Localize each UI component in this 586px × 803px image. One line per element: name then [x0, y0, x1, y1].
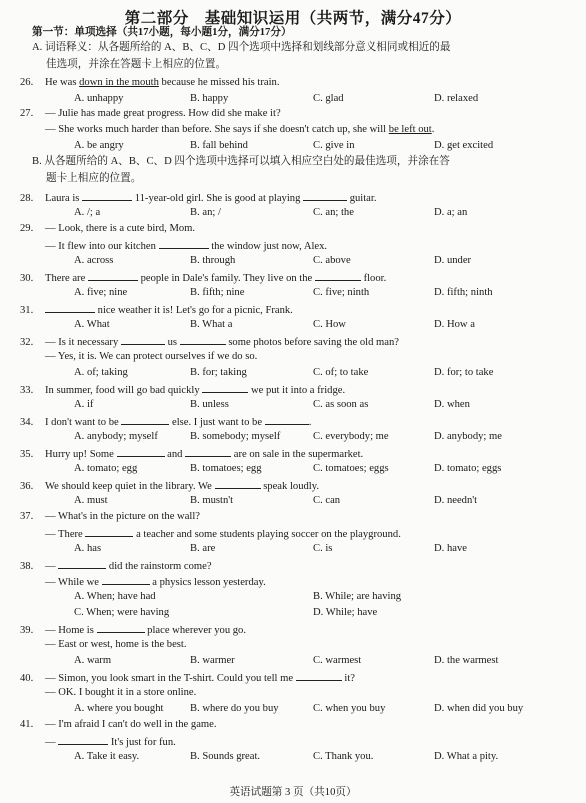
option-d: D. get excited — [434, 140, 494, 151]
option-d: D. when — [434, 399, 470, 410]
question-39-answer: — East or west, home is the best. — [45, 639, 187, 650]
option-a: A. if — [74, 399, 94, 410]
option-a: A. What — [74, 319, 110, 330]
option-b: B. somebody; myself — [190, 431, 281, 442]
option-a: A. must — [74, 495, 108, 506]
option-b: B. What a — [190, 319, 233, 330]
option-a: A. anybody; myself — [74, 431, 158, 442]
option-d: D. What a pity. — [434, 751, 499, 762]
option-d: D. the warmest — [434, 655, 499, 666]
question-40-answer: — OK. I bought it in a store online. — [45, 687, 197, 698]
option-a: A. be angry — [74, 140, 124, 151]
option-c: C. when you buy — [313, 703, 386, 714]
option-c: C. above — [313, 255, 351, 266]
option-c: C. give in — [313, 140, 355, 151]
option-c: C. is — [313, 543, 333, 554]
question-37: 37. — What's in the picture on the wall? — [20, 511, 200, 522]
question-38-answer: — While we a physics lesson yesterday. — [45, 574, 266, 589]
option-a: A. When; have had — [74, 591, 156, 602]
question-31: 31. nice weather it is! Let's go for a picnic, Frank. — [20, 302, 293, 317]
option-b: B. are — [190, 543, 216, 554]
option-d: D. under — [434, 255, 472, 266]
part-a-instruction-line1: A. 词语释义：从各题所给的 A、B、C、D 四个选项中选择和划线部分意义相同或相近的最 — [32, 42, 451, 53]
answer-blank — [180, 334, 226, 345]
option-d: D. have — [434, 543, 467, 554]
option-b: B. mustn't — [190, 495, 234, 506]
underlined-phrase: down in the mouth — [79, 77, 159, 88]
question-30: 30. There are people in Dale's family. They live on the floor. — [20, 270, 386, 285]
option-c: C. as soon as — [313, 399, 369, 410]
answer-blank — [97, 622, 145, 633]
option-c: C. an; the — [313, 207, 354, 218]
answer-blank — [58, 734, 108, 745]
option-c: C. tomatoes; eggs — [313, 463, 389, 474]
option-c: C. everybody; me — [313, 431, 389, 442]
answer-blank — [117, 446, 165, 457]
question-41-answer: — It's just for fun. — [45, 734, 176, 749]
answer-blank — [82, 190, 132, 201]
answer-blank — [185, 446, 231, 457]
option-c: C. can — [313, 495, 341, 506]
option-d: D. when did you buy — [434, 703, 524, 714]
option-b: B. an; / — [190, 207, 221, 218]
option-c: C. of; to take — [313, 367, 369, 378]
option-a: A. tomato; egg — [74, 463, 138, 474]
option-c: C. warmest — [313, 655, 362, 666]
question-37-answer: — There a teacher and some students playing soccer on the playground. — [45, 526, 401, 541]
question-41: 41. — I'm afraid I can't do well in the game. — [20, 719, 217, 730]
question-35: 35. Hurry up! Some and are on sale in the supermarket. — [20, 446, 363, 461]
question-32: 32. — Is it necessary us some photos before saving the old man? — [20, 334, 399, 349]
option-c: C. glad — [313, 93, 344, 104]
part-b-instruction-line1: B. 从各题所给的 A、B、C、D 四个选项中选择可以填入相应空白处的最佳选项，并涂在答 — [32, 156, 450, 167]
answer-blank — [85, 526, 133, 537]
question-28: 28. Laura is 11-year-old girl. She is good at playing guitar. — [20, 190, 376, 205]
question-40: 40. — Simon, you look smart in the T-shirt. Could you tell me it? — [20, 670, 355, 685]
answer-blank — [159, 238, 209, 249]
question-34: 34. I don't want to be else. I just want to be . — [20, 414, 311, 429]
option-a: A. warm — [74, 655, 112, 666]
question-29: 29. — Look, there is a cute bird, Mom. — [20, 223, 196, 234]
question-29-answer: — It flew into our kitchen the window just now, Alex. — [45, 238, 327, 253]
page-footer: 英语试题第 3 页（共10页） — [229, 787, 357, 798]
option-d: D. anybody; me — [434, 431, 502, 442]
option-c: C. When; were having — [74, 607, 170, 618]
answer-blank — [102, 574, 150, 585]
option-d: D. fifth; ninth — [434, 287, 493, 298]
option-b: B. through — [190, 255, 236, 266]
option-d: D. While; have — [313, 607, 378, 618]
answer-blank — [202, 382, 248, 393]
part-a-instruction-line2: 佳选项，并涂在答题卡上相应的位置。 — [46, 59, 227, 70]
question-27-answer: — She works much harder than before. She says if she doesn't catch up, she will be left out. — [45, 124, 435, 135]
option-a: A. of; taking — [74, 367, 128, 378]
option-d: D. for; to take — [434, 367, 494, 378]
option-c: C. five; ninth — [313, 287, 370, 298]
option-a: A. five; nine — [74, 287, 128, 298]
answer-blank — [45, 302, 95, 313]
question-39: 39. — Home is place wherever you go. — [20, 622, 246, 637]
option-b: B. While; are having — [313, 591, 402, 602]
question-33: 33. In summer, food will go bad quickly we put it into a fridge. — [20, 382, 345, 397]
question-32-answer: — Yes, it is. We can protect ourselves if we do so. — [45, 351, 258, 362]
question-27: 27. — Julie has made great progress. How did she make it? — [20, 108, 281, 119]
option-b: B. tomatoes; egg — [190, 463, 262, 474]
answer-blank — [88, 270, 138, 281]
option-d: D. tomato; eggs — [434, 463, 502, 474]
option-d: D. a; an — [434, 207, 468, 218]
answer-blank — [265, 414, 309, 425]
question-38: 38. — did the rainstorm come? — [20, 558, 212, 573]
option-b: B. fifth; nine — [190, 287, 245, 298]
answer-blank — [58, 558, 106, 569]
answer-blank — [315, 270, 361, 281]
part-b-instruction-line2: 题卡上相应的位置。 — [46, 173, 142, 184]
option-a: A. has — [74, 543, 102, 554]
answer-blank — [121, 414, 169, 425]
answer-blank — [303, 190, 347, 201]
option-b: B. happy — [190, 93, 229, 104]
option-b: B. where do you buy — [190, 703, 279, 714]
answer-blank — [215, 478, 261, 489]
option-d: D. How a — [434, 319, 475, 330]
option-b: B. for; taking — [190, 367, 247, 378]
section-title: 第二部分 基础知识运用（共两节，满分47分） — [124, 10, 462, 27]
option-c: C. How — [313, 319, 346, 330]
section-1-heading: 第一节：单项选择（共17小题，每小题1分，满分17分） — [32, 27, 292, 38]
question-26: 26. He was down in the mouth because he missed his train. — [20, 77, 280, 88]
option-a: A. across — [74, 255, 114, 266]
option-a: A. /; a — [74, 207, 101, 218]
option-b: B. Sounds great. — [190, 751, 261, 762]
answer-blank — [121, 334, 165, 345]
option-b: B. unless — [190, 399, 229, 410]
option-d: D. needn't — [434, 495, 478, 506]
answer-blank — [296, 670, 342, 681]
question-36: 36. We should keep quiet in the library. We speak loudly. — [20, 478, 319, 493]
option-b: B. warmer — [190, 655, 235, 666]
option-a: A. unhappy — [74, 93, 124, 104]
option-c: C. Thank you. — [313, 751, 374, 762]
option-a: A. where you bought — [74, 703, 164, 714]
option-d: D. relaxed — [434, 93, 479, 104]
underlined-phrase: be left out — [388, 124, 432, 135]
option-b: B. fall behind — [190, 140, 248, 151]
option-a: A. Take it easy. — [74, 751, 140, 762]
